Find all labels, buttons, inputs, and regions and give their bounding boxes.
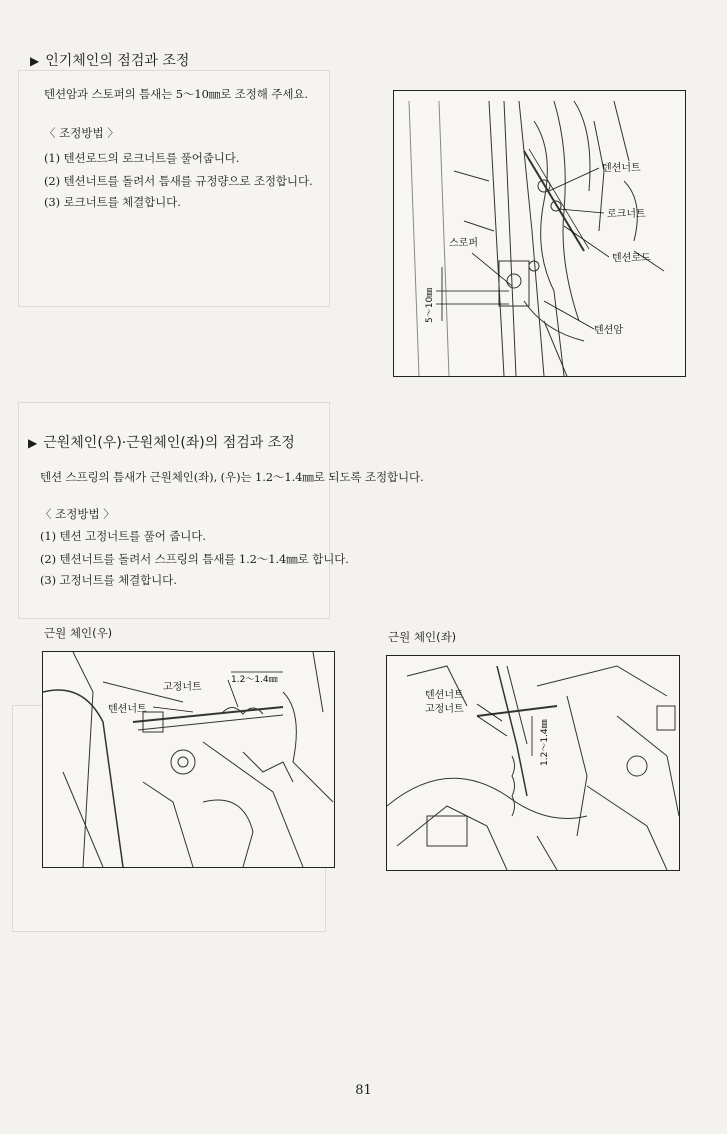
figure-root-chain-right [42, 651, 335, 868]
section2-method-heading: 〈 조정방법 〉 [40, 507, 115, 521]
caption-root-chain-left: 근원 체인(좌) [388, 630, 457, 644]
section2-step-2: (2) 텐션너트를 돌려서 스프링의 틈새를 1.2～1.4㎜로 합니다. [40, 552, 349, 566]
section2-intro: 텐션 스프링의 틈새가 근원체인(좌), (우)는 1.2～1.4㎜로 되도록 조정합니다. [40, 470, 424, 484]
figure-tension-chain-drawing [394, 91, 685, 376]
label-fixing-nut: 고정너트 [163, 682, 202, 693]
label-tension-rod: 텐션로드 [612, 253, 651, 264]
section1-step-1: (1) 텐션로드의 로크너트를 풀어줍니다. [44, 151, 240, 165]
figure-root-chain-left-drawing [387, 656, 679, 870]
label-tension-nut: 텐션너트 [108, 704, 147, 715]
label-stopper: 스로퍼 [449, 238, 478, 249]
section1-method-heading: 〈 조정방법 〉 [44, 126, 119, 140]
label-gap: 1.2～1.4㎜ [540, 719, 550, 766]
label-gap: 5～10㎜ [425, 287, 435, 323]
section1-intro: 텐션암과 스토퍼의 틈새는 5～10㎜로 조정해 주세요. [44, 87, 308, 101]
label-gap: 1.2～1.4㎜ [231, 675, 278, 685]
label-lock-nut: 로크너트 [607, 209, 646, 220]
section2-step-3: (3) 고정너트를 체결합니다. [40, 573, 177, 587]
label-tension-nut: 텐션너트 [602, 163, 641, 174]
section2-title: ▶ 근원체인(우)·근원체인(좌)의 점검과 조정 [28, 435, 295, 451]
section2-step-1: (1) 텐션 고정너트를 풀어 줍니다. [40, 529, 206, 543]
section1-step-2: (2) 텐션너트를 돌려서 틈새를 규정량으로 조정합니다. [44, 174, 313, 188]
figure-root-chain-right-drawing [43, 652, 334, 867]
caption-root-chain-right: 근원 체인(우) [44, 626, 113, 640]
triangle-bullet-icon: ▶ [28, 436, 38, 450]
label-fixing-nut: 고정너트 [425, 704, 464, 715]
figure-root-chain-left [386, 655, 680, 871]
triangle-bullet-icon: ▶ [30, 54, 40, 68]
label-tension-arm: 텐션암 [594, 325, 623, 336]
section1-step-3: (3) 로크너트를 체결합니다. [44, 195, 181, 209]
label-tension-nut: 텐션너트 [425, 690, 464, 701]
section1-title: ▶ 인기체인의 점검과 조정 [30, 53, 190, 69]
page-number: 81 [355, 1083, 372, 1098]
figure-tension-chain [393, 90, 686, 377]
